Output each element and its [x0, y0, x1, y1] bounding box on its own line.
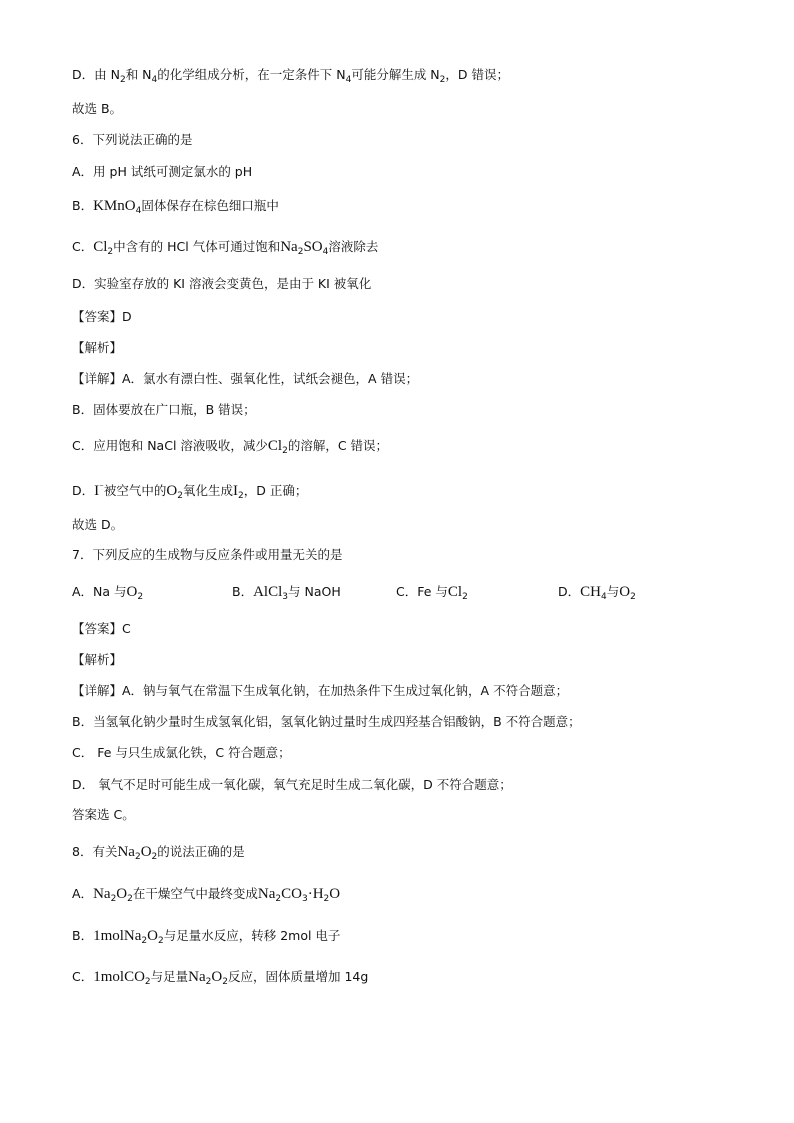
q8-stem: 8．有关$Na_2O_2$的说法正确的是	[72, 844, 245, 862]
q6-detail-c: C．应用饱和 NaCl 溶液吸收，减少$Cl_2$的溶解，C 错误；	[72, 438, 389, 456]
q7-analysis-label: 【解析】	[72, 652, 123, 667]
q7-detail-b: B．当氢氧化钠少量时生成氢氧化铝，氢氧化钠过量时生成四羟基合铝酸钠，B 不符合题意；	[72, 714, 581, 729]
q7-detail-c: C． Fe 与只生成氯化铁，C 符合题意；	[72, 745, 291, 760]
q7-option-c: C．Fe 与$Cl_2$	[396, 584, 468, 602]
q5-conclusion: 故选 B。	[72, 101, 123, 116]
q7-stem: 7．下列反应的生成物与反应条件或用量无关的是	[72, 547, 343, 562]
q6-detail-a: 【详解】A．氯水有漂白性、强氧化性，试纸会褪色，A 错误；	[72, 371, 419, 386]
q7-detail-a: 【详解】A．钠与氧气在常温下生成氧化钠，在加热条件下生成过氧化钠，A 不符合题意；	[72, 683, 569, 698]
q6-detail-d: D．I⁻被空气中的$O_2$氧化生成$I_2$，D 正确；	[72, 483, 308, 502]
q6-option-d: D．实验室存放的 KI 溶液会变黄色，是由于 KI 被氧化	[72, 276, 372, 291]
q7-option-d: D．$CH_4$与$O_2$	[558, 584, 636, 602]
q8-option-a: A．$Na_2O_2$在干燥空气中最终变成$Na_2CO_3\cdot H_2O$	[72, 886, 341, 904]
q7-option-a: A．Na 与$O_2$	[72, 584, 144, 602]
q6-option-a: A．用 pH 试纸可测定氯水的 pH	[72, 164, 253, 179]
q6-option-c: C．$Cl_2$中含有的 HCl 气体可通过饱和$Na_2SO_4$溶液除去	[72, 239, 379, 257]
q7-conclusion: 答案选 C。	[72, 807, 135, 822]
q6-analysis-label: 【解析】	[72, 340, 123, 355]
q7-answer: 【答案】C	[72, 621, 131, 636]
q7-detail-d: D． 氧气不足时可能生成一氧化碳，氧气充足时生成二氧化碳，D 不符合题意；	[72, 777, 512, 792]
q6-stem: 6．下列说法正确的是	[72, 132, 193, 147]
q6-answer: 【答案】D	[72, 309, 132, 324]
q8-option-b: B．$1molNa_2O_2$与足量水反应，转移 2mol 电子	[72, 928, 341, 946]
q6-detail-b: B．固体要放在广口瓶，B 错误；	[72, 402, 256, 417]
q6-option-b: B．KMnO$_4$固体保存在棕色细口瓶中	[72, 198, 279, 216]
q8-option-c: C．1molCO$_2$与足量$Na_2O_2$反应，固体质量增加 14g	[72, 969, 369, 987]
q5-option-d-explanation: D．由 $N_2$和 $N_4$的化学组成分析，在一定条件下 $N_4$可能分解生成 $N_2$，D 错误；	[72, 67, 509, 85]
q6-conclusion: 故选 D。	[72, 517, 124, 532]
q7-option-b: B．AlCl$_3$与 NaOH	[232, 584, 341, 602]
